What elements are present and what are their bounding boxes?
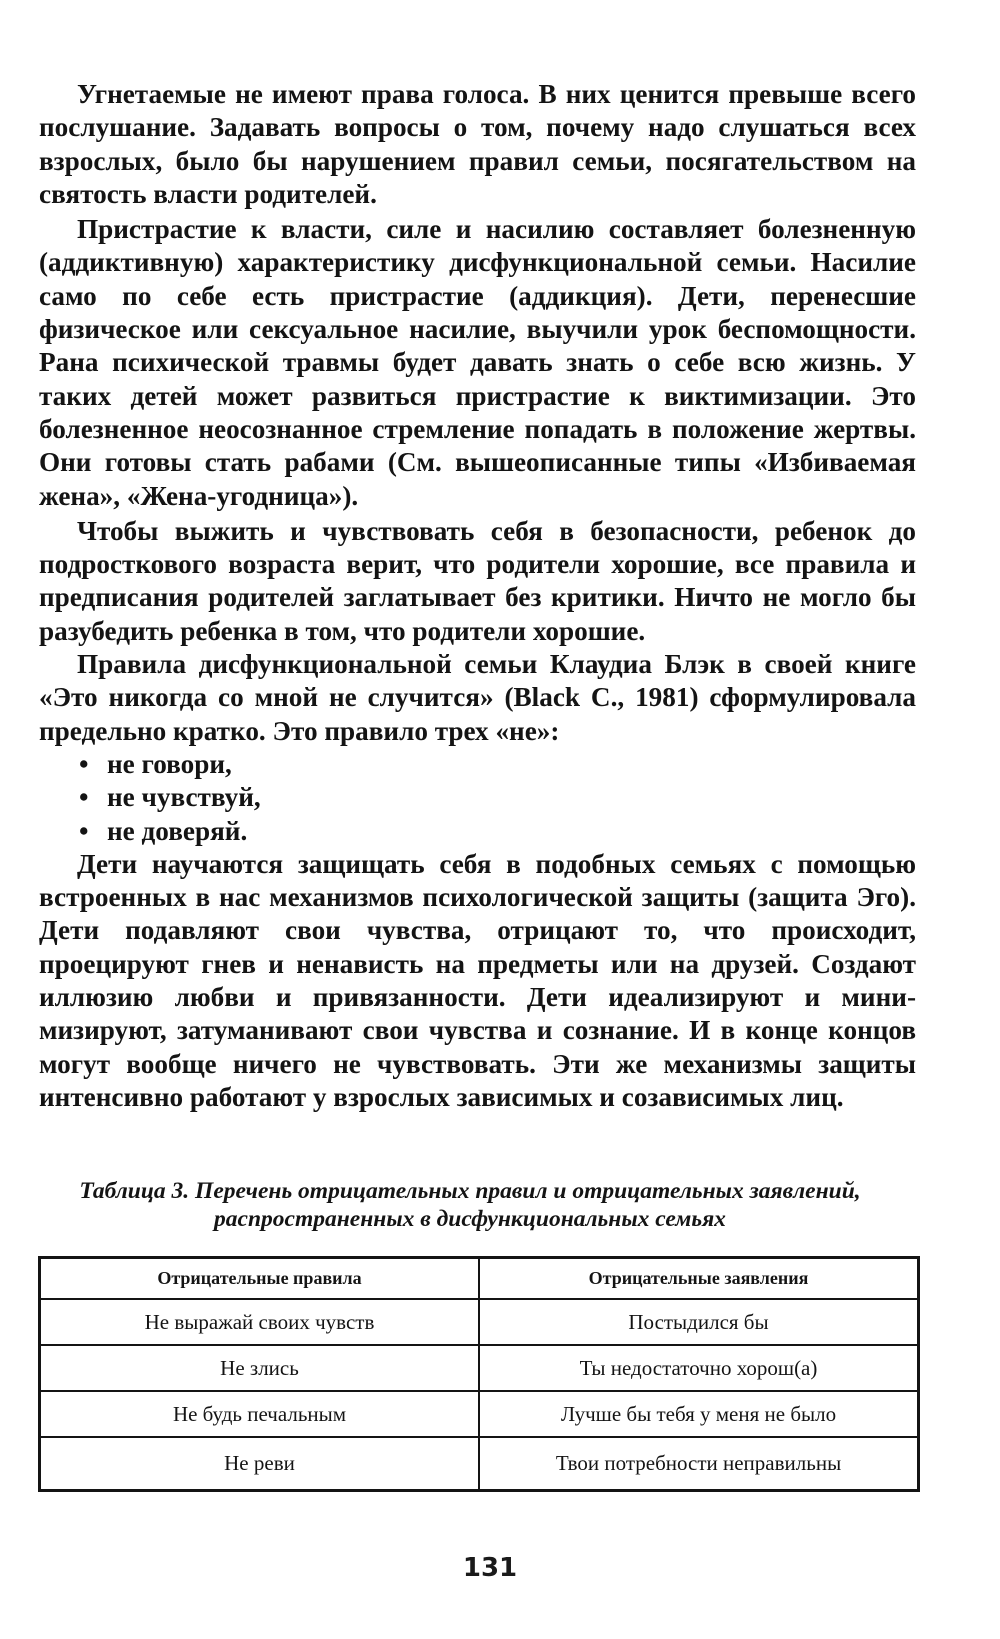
list-item-text: не доверяй. [107, 815, 248, 846]
list-item [79, 815, 916, 848]
header-negative-rules: Отрицательные правила [40, 1258, 480, 1300]
list-item-text: не чувствуй, [107, 782, 261, 813]
bullet-icon: • [79, 782, 89, 813]
table-row [40, 1391, 919, 1437]
paragraph-child-survival: Чтобы выжить и чувствовать себя в безопасности, ребенок до подросткового возраста верит, что родители хорошие, все правила и предписания родителей заглатывает без критики. Ничто не могло бы разубедить ребенка в том, что родители хорошие. [39, 515, 916, 646]
three-no-rules-list [39, 748, 916, 848]
header-negative-statements: Отрицательные заявления [479, 1258, 919, 1300]
paragraph-oppressed: Угнетаемые не имеют права голоса. В них ценится превыше всего послушание. Задавать вопросы о том, почему надо слушаться всех взрослых, было бы нарушением правил семьи, посягательством на святость власти родителей. [39, 79, 916, 209]
table-caption-line-2: распространенных в дисфункциональных семьях [214, 1206, 726, 1232]
statement-cell: Лучше бы тебя у меня не было [479, 1391, 919, 1437]
list-item [79, 748, 916, 781]
table-caption-line-1: Таблица 3. Перечень отрицательных правил и отрицательных заявлений, [79, 1178, 861, 1204]
page-number: 131 [462, 1553, 518, 1583]
paragraph-claudia-black-rules: Правила дисфункциональной семьи Клаудиа Блэк в своей книге «Это никогда со мной не случится» (Black C., 1981) сформулировала предельно кратко. Это правило трех «не»: [39, 649, 916, 746]
paragraph-psychological-defense: Дети научаются защищать себя в подобных семьях с помощью встроенных в нас механизмов психологической защиты (защита Эго). Дети подавляют свои чувства, отрицают то, что происходит, проецируют гнев и ненависть на предметы или на друзей. Создают иллюзию любви и привязанности. Дети идеализируют и минимизируют, затуманивают свои чувства и сознание. И в конце концов могут вообще ничего не чувствовать. Эти же механизмы защиты интенсивно работают у взрослых зависимых и созависимых лиц. [39, 848, 916, 1112]
list-item-text: не говори, [107, 748, 232, 779]
bullet-icon: • [79, 748, 89, 779]
list-item [79, 781, 916, 814]
paragraph-addiction-to-power: Пристрастие к власти, силе и насилию составляет болезненную (аддиктивную) характеристику дисфункциональной семьи. Насилие само по себе есть пристрастие (аддикция). Дети, перенесшие физическое или сексуальное насилие, выучили урок беспомощности. Рана психической травмы будет давать знать о себе всю жизнь. У таких детей может развиться пристрастие к виктимизации. Это болезненное неосознанное стремление попадать в положение жертвы. Они готовы стать рабами (См. вышеописанные типы «Избиваемая жена», «Жена-угодница»). [39, 214, 916, 511]
rule-cell: Не будь печальным [40, 1391, 480, 1437]
rule-cell: Не злись [40, 1345, 480, 1391]
rule-cell: Не выражай своих чувств [40, 1299, 480, 1345]
bullet-icon: • [79, 815, 89, 846]
table-row [40, 1345, 919, 1391]
rule-cell: Не реви [40, 1437, 480, 1491]
table-row [40, 1299, 919, 1345]
statement-cell: Твои потребности неправильны [479, 1437, 919, 1491]
statement-cell: Ты недостаточно хорош(а) [479, 1345, 919, 1391]
table-header-row [40, 1258, 919, 1300]
body-text [39, 78, 916, 1114]
table-row [40, 1437, 919, 1491]
table-caption [30, 1177, 910, 1233]
negative-rules-table [38, 1256, 920, 1492]
statement-cell: Постыдился бы [479, 1299, 919, 1345]
